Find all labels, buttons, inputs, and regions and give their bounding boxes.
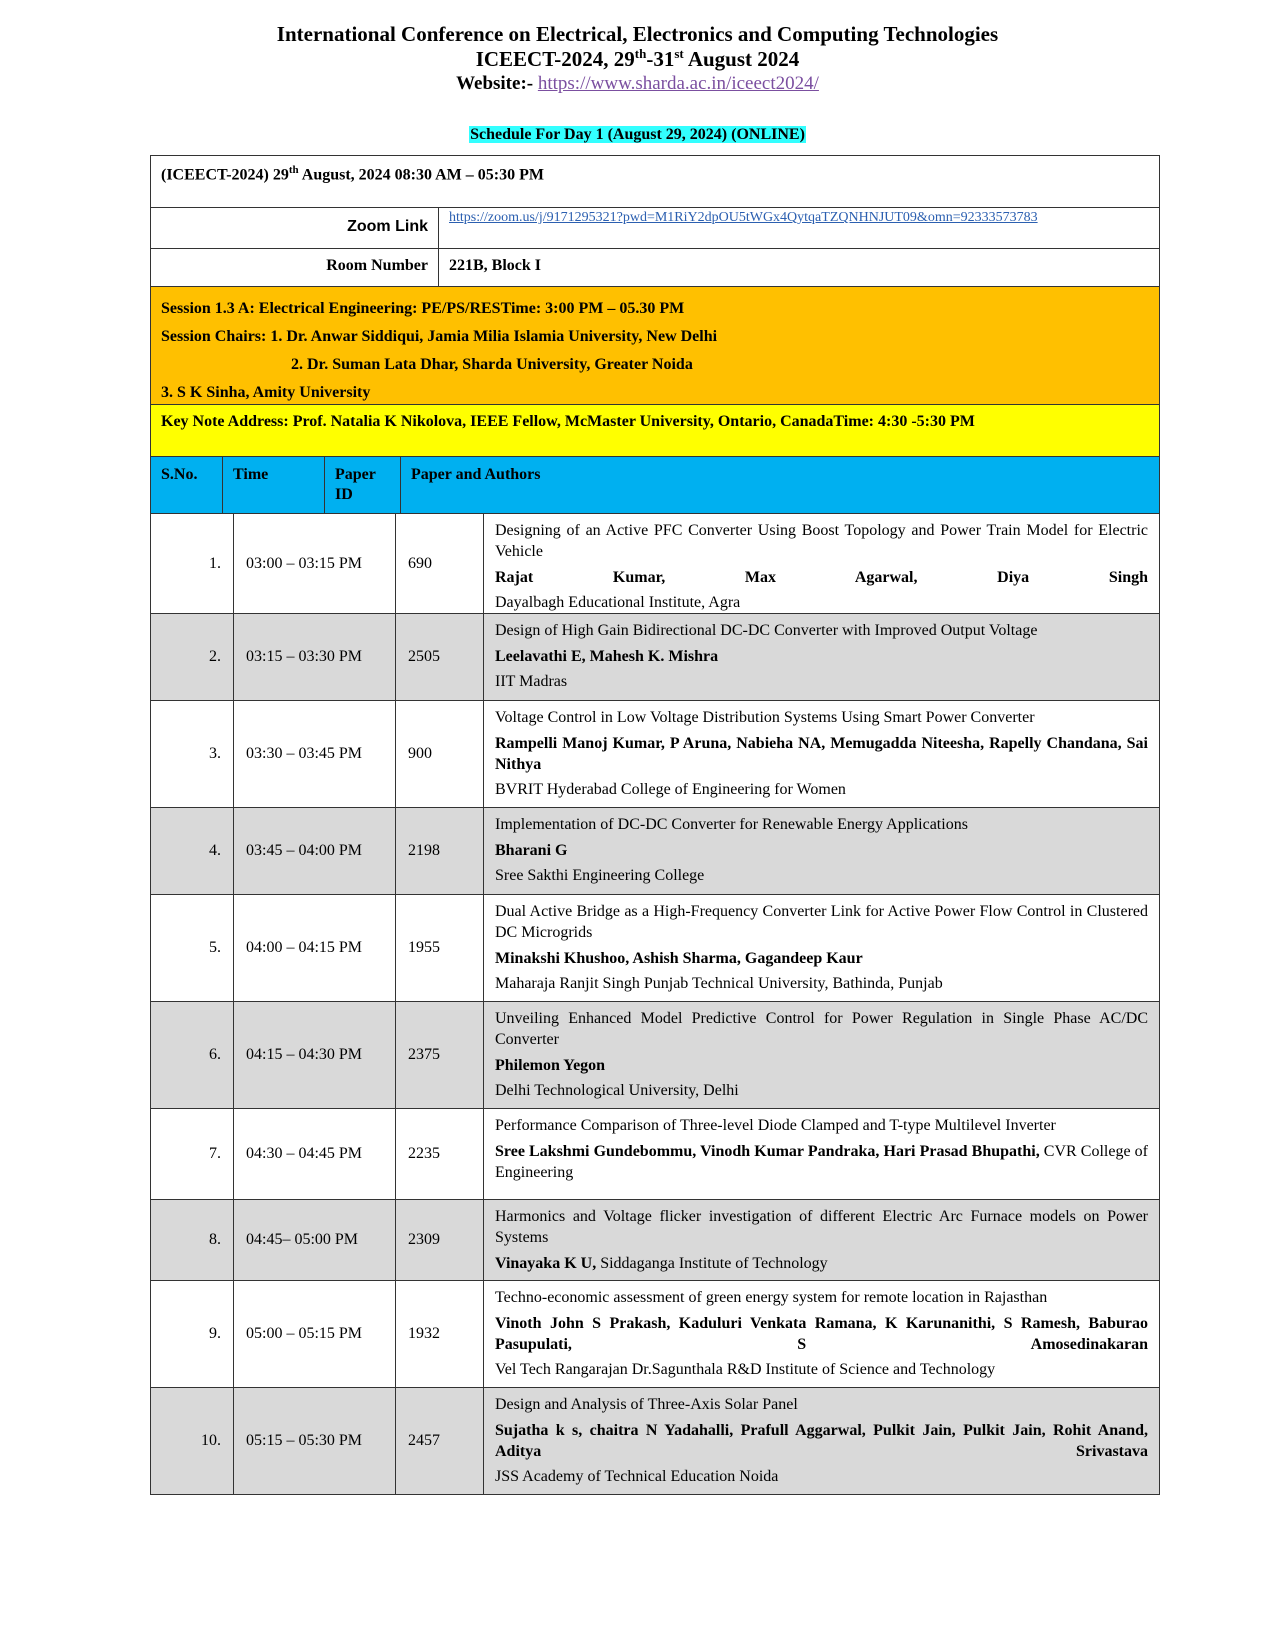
paper-affiliation: JSS Academy of Technical Education Noida — [495, 1468, 779, 1485]
paper-rows — [151, 514, 1159, 1494]
row-sno: 4. — [151, 808, 234, 894]
row-paper-id: 2309 — [396, 1200, 484, 1280]
room-number-label: Room Number — [151, 249, 439, 286]
zoom-link-label: Zoom Link — [151, 208, 439, 248]
paper-affiliation: IIT Madras — [495, 673, 568, 690]
row-time: 04:45– 05:00 PM — [234, 1200, 396, 1280]
paper-authors: Rajat Kumar, Max Agarwal, Diya Singh — [495, 569, 1148, 586]
session-date-row: (ICEECT-2024) 29th August, 2024 08:30 AM – 05:30 PM — [151, 156, 1159, 208]
header-time: Time — [223, 457, 325, 513]
row-paper — [484, 1002, 1159, 1108]
row-sno: 9. — [151, 1281, 234, 1387]
row-time: 04:00 – 04:15 PM — [234, 895, 396, 1001]
paper-title: Design and Analysis of Three-Axis Solar Panel — [495, 1396, 798, 1413]
table-row — [151, 1200, 1159, 1281]
paper-authors: Vinayaka K U, Siddaganga Institute of Technology — [495, 1255, 828, 1272]
website-link[interactable]: https://www.sharda.ac.in/iceect2024/ — [537, 73, 819, 94]
row-paper — [484, 1281, 1159, 1387]
row-paper-id: 1932 — [396, 1281, 484, 1387]
header-sno: S.No. — [151, 457, 223, 513]
paper-title: Voltage Control in Low Voltage Distribution Systems Using Smart Power Converter — [495, 709, 1035, 726]
row-paper — [484, 514, 1159, 613]
session-chair-2: 2. Dr. Suman Lata Dhar, Sharda University, Greater Noida — [291, 356, 693, 373]
row-paper — [484, 1388, 1159, 1494]
row-paper-id: 2505 — [396, 614, 484, 700]
paper-title: Techno-economic assessment of green energy system for remote location in Rajasthan — [495, 1289, 1048, 1306]
paper-authors: Rampelli Manoj Kumar, P Aruna, Nabieha NA, Memugadda Niteesha, Rapelly Chandana, Sai Nithya — [495, 735, 1148, 773]
paper-title: Harmonics and Voltage flicker investigation of different Electric Arc Furnace models on Power Systems — [495, 1208, 1148, 1246]
paper-authors: Bharani G — [495, 842, 568, 859]
row-time: 03:45 – 04:00 PM — [234, 808, 396, 894]
table-row — [151, 701, 1159, 808]
zoom-link-row — [151, 208, 1159, 249]
website-line: Website:- https://www.sharda.ac.in/iceect2024/ — [456, 73, 819, 94]
session-chair-3: 3. S K Sinha, Amity University — [161, 384, 371, 401]
paper-affiliation: Dayalbagh Educational Institute, Agra — [495, 594, 741, 611]
row-time: 03:30 – 03:45 PM — [234, 701, 396, 807]
row-paper — [484, 895, 1159, 1001]
row-paper-id: 2235 — [396, 1109, 484, 1199]
row-time: 04:30 – 04:45 PM — [234, 1109, 396, 1199]
row-paper — [484, 614, 1159, 700]
row-paper — [484, 1200, 1159, 1280]
paper-affiliation: Maharaja Ranjit Singh Punjab Technical University, Bathinda, Punjab — [495, 975, 943, 992]
keynote-row: Key Note Address: Prof. Natalia K Nikolova, IEEE Fellow, McMaster University, Ontario, CanadaTime: 4:30 -5:30 PM — [151, 405, 1159, 457]
paper-title: Unveiling Enhanced Model Predictive Control for Power Regulation in Single Phase AC/DC Converter — [495, 1010, 1148, 1048]
paper-authors: Sujatha k s, chaitra N Yadahalli, Prafull Aggarwal, Pulkit Jain, Pulkit Jain, Rohit Anand, Aditya Srivastava — [495, 1422, 1148, 1460]
row-paper-id: 2375 — [396, 1002, 484, 1108]
room-number-row — [151, 249, 1159, 287]
table-row — [151, 614, 1159, 701]
header-paper-authors: Paper and Authors — [411, 466, 541, 483]
row-paper-id: 900 — [396, 701, 484, 807]
row-sno: 2. — [151, 614, 234, 700]
schedule-table — [150, 155, 1160, 1495]
row-paper-id: 2457 — [396, 1388, 484, 1494]
row-sno: 10. — [151, 1388, 234, 1494]
document-header — [0, 22, 1275, 96]
row-paper-id: 2198 — [396, 808, 484, 894]
row-time: 03:15 – 03:30 PM — [234, 614, 396, 700]
row-time: 04:15 – 04:30 PM — [234, 1002, 396, 1108]
row-paper-id: 690 — [396, 514, 484, 613]
paper-title: Implementation of DC-DC Converter for Renewable Energy Applications — [495, 816, 968, 833]
paper-title: Designing of an Active PFC Converter Using Boost Topology and Power Train Model for Electric Vehicle — [495, 522, 1148, 560]
row-sno: 3. — [151, 701, 234, 807]
row-paper-id: 1955 — [396, 895, 484, 1001]
row-paper — [484, 701, 1159, 807]
table-row — [151, 1109, 1159, 1200]
conference-title: International Conference on Electrical, Electronics and Computing Technologies — [276, 22, 999, 46]
session-chair-1: Session Chairs: 1. Dr. Anwar Siddiqui, Jamia Milia Islamia University, New Delhi — [161, 328, 718, 345]
zoom-link[interactable]: https://zoom.us/j/9171295321?pwd=M1RiY2dpOU5tWGx4QytqaTZQNHNJUT09&omn=92333573783 — [449, 210, 1038, 225]
row-sno: 5. — [151, 895, 234, 1001]
row-sno: 6. — [151, 1002, 234, 1108]
row-paper — [484, 808, 1159, 894]
table-header — [151, 457, 1159, 514]
table-row — [151, 1002, 1159, 1109]
row-sno: 1. — [151, 514, 234, 613]
paper-title: Performance Comparison of Three-level Diode Clamped and T-type Multilevel Inverter — [495, 1117, 1056, 1134]
schedule-title: Schedule For Day 1 (August 29, 2024) (ONLINE) — [470, 126, 805, 143]
paper-affiliation: Sree Sakthi Engineering College — [495, 867, 705, 884]
table-row — [151, 1388, 1159, 1494]
paper-affiliation: Siddaganga Institute of Technology — [596, 1255, 828, 1272]
table-row — [151, 514, 1159, 614]
row-sno: 8. — [151, 1200, 234, 1280]
row-time: 05:15 – 05:30 PM — [234, 1388, 396, 1494]
header-paper-id: Paper ID — [325, 457, 401, 513]
table-row — [151, 808, 1159, 895]
paper-affiliation: Delhi Technological University, Delhi — [495, 1082, 739, 1099]
paper-title: Design of High Gain Bidirectional DC-DC Converter with Improved Output Voltage — [495, 622, 1038, 639]
row-time: 05:00 – 05:15 PM — [234, 1281, 396, 1387]
conference-subtitle: ICEECT-2024, 29th-31st August 2024 — [475, 46, 800, 71]
paper-authors: Philemon Yegon — [495, 1057, 606, 1074]
table-row — [151, 1281, 1159, 1388]
room-number-value: 221B, Block I — [449, 257, 542, 274]
session-title: Session 1.3 A: Electrical Engineering: PE/PS/RESTime: 3:00 PM – 05.30 PM — [161, 300, 685, 317]
paper-title: Dual Active Bridge as a High-Frequency Converter Link for Active Power Flow Control in Clustered DC Microgrids — [495, 903, 1148, 941]
paper-authors: Minakshi Khushoo, Ashish Sharma, Gagandeep Kaur — [495, 950, 863, 967]
table-row — [151, 895, 1159, 1002]
paper-authors: Sree Lakshmi Gundebommu, Vinodh Kumar Pandraka, Hari Prasad Bhupathi, CVR College of Engineering — [495, 1143, 1148, 1181]
paper-affiliation: CVR College of Engineering — [495, 1143, 1148, 1181]
paper-authors: Leelavathi E, Mahesh K. Mishra — [495, 648, 719, 665]
session-info — [151, 287, 1159, 405]
paper-authors: Vinoth John S Prakash, Kaduluri Venkata Ramana, K Karunanithi, S Ramesh, Baburao Pasupulati, S Amosedinakaran — [495, 1315, 1148, 1353]
paper-affiliation: BVRIT Hyderabad College of Engineering for Women — [495, 781, 846, 798]
row-paper — [484, 1109, 1159, 1199]
row-sno: 7. — [151, 1109, 234, 1199]
row-time: 03:00 – 03:15 PM — [234, 514, 396, 613]
paper-affiliation: Vel Tech Rangarajan Dr.Sagunthala R&D Institute of Science and Technology — [495, 1361, 996, 1378]
